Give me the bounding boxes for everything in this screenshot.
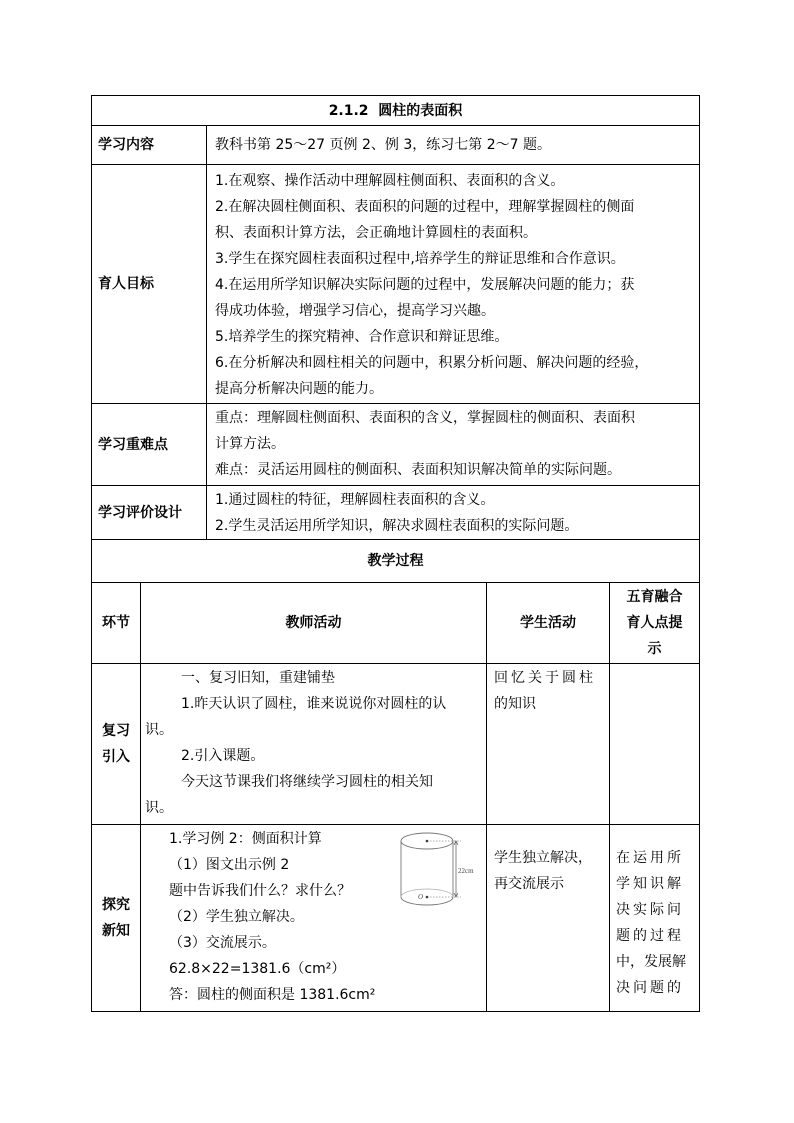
header-hint-line: 五育融合 [626,589,683,605]
stage-review-student [486,663,610,825]
hint-line: 中，发展解 [616,954,686,970]
teacher-line: 今天这节课我们将继续学习圆柱的相关知 [181,774,433,790]
stage-review-teacher [140,663,487,825]
lesson-title-text: 2.1.2 圆柱的表面积 [328,102,463,119]
process-title [91,539,700,583]
lesson-title [91,95,700,126]
header-hint [609,582,700,664]
lesson-plan-table [92,96,700,1012]
stage-review-label [91,663,141,825]
teacher-line: 2.引入课题。 [181,748,265,764]
stage-label-line: 新知 [102,923,130,939]
goal-line: 2.在解决圆柱侧面积、表面积的问题的过程中，理解掌握圆柱的侧面 [215,199,635,215]
key-points-label-text: 学习重难点 [98,436,168,453]
hint-line: 学知识解 [616,876,684,892]
stage-label-line: 复习 [102,723,130,739]
hint-line: 决实际问 [616,902,684,918]
goal-line: 4.在运用所学知识解决实际问题的过程中，发展解决问题的能力；获 [215,277,635,293]
header-hint-line: 示 [647,641,662,657]
teacher-line: （3）交流展示。 [169,935,276,951]
key-points-value [206,403,700,486]
key-point-line: 计算方法。 [215,436,285,452]
goals-value [206,164,700,404]
evaluation-line: 1.通过圆柱的特征，理解圆柱表面积的含义。 [215,492,495,508]
teacher-line: 识。 [145,722,173,738]
goal-line: 得成功体验，增强学习信心，提高学习兴趣。 [215,303,495,319]
goals-label [91,164,207,404]
hint-line: 题的过程 [616,928,684,944]
teacher-line: 1.昨天认识了圆柱，谁来说说你对圆柱的认 [181,696,447,712]
evaluation-label [91,485,207,540]
student-line: 回忆关于圆柱 [494,670,596,686]
stage-explore-student [486,824,610,1012]
evaluation-value [206,485,700,540]
process-title-text: 教学过程 [367,553,424,569]
teacher-line: 答：圆柱的侧面积是 1381.6cm² [169,987,376,1003]
stage-explore-label [91,824,141,1012]
teacher-line: 一、复习旧知，重建铺垫 [181,670,335,686]
goal-line: 1.在观察、操作活动中理解圆柱侧面积、表面积的含义。 [215,173,565,189]
goal-line: 5.培养学生的探究精神、合作意识和辩证思维。 [215,329,509,345]
goals-label-text: 育人目标 [98,276,154,292]
stage-explore-teacher [140,824,487,1012]
teacher-line: （1）图文出示例 2 [169,857,290,873]
stage-label-line: 引入 [102,749,130,765]
key-points-label [91,403,207,486]
center-label: O [418,893,424,901]
stage-review-hint [609,663,700,825]
teacher-line: 1.学习例 2：侧面积计算 [169,831,322,847]
evaluation-line: 2.学生灵活运用所学知识，解决求圆柱表面积的实际问题。 [215,518,579,534]
teacher-line: 题中告诉我们什么？求什么？ [169,883,351,899]
cylinder-figure [399,831,485,911]
stage-label-line: 探究 [102,897,130,913]
height-label: 22cm [458,867,474,875]
stage-explore-hint [609,824,700,1012]
header-teacher-text: 教师活动 [285,615,342,631]
hint-line: 决问题的 [616,980,684,996]
content-label-text: 学习内容 [98,137,154,153]
goal-line: 6.在分析解决和圆柱相关的问题中，积累分析问题、解决问题的经验， [215,355,649,371]
content-value [206,125,700,165]
cylinder-diagram-icon [399,831,485,911]
goal-line: 3.学生在探究圆柱表面积过程中,培养学生的辩证思维和合作意识。 [215,251,625,267]
student-line: 学生独立解决， [494,850,592,866]
header-hint-line: 育人点提 [626,615,683,631]
content-value-text: 教科书第 25～27 页例 2、例 3，练习七第 2～7 题。 [215,137,551,153]
content-label [91,125,207,165]
teacher-line: 62.8×22=1381.6（cm²） [169,961,346,977]
teacher-line: （2）学生独立解决。 [169,909,304,925]
key-point-line: 重点：理解圆柱侧面积、表面积的含义，掌握圆柱的侧面积、表面积 [215,410,635,426]
student-line: 的知识 [494,696,536,712]
student-line: 再交流展示 [494,876,564,892]
header-student-text: 学生活动 [520,615,576,631]
teacher-line: 识。 [145,800,173,816]
goal-line: 提高分析解决问题的能力。 [215,381,383,397]
header-student [486,582,610,664]
key-point-line: 难点：灵活运用圆柱的侧面积、表面积知识解决简单的实际问题。 [215,462,621,478]
header-teacher [140,582,487,664]
header-stage [91,582,141,664]
evaluation-label-text: 学习评价设计 [98,504,182,521]
hint-line: 在运用所 [616,850,684,866]
header-stage-text: 环节 [102,615,130,631]
goal-line: 积、表面积计算方法，会正确地计算圆柱的表面积。 [215,225,537,241]
